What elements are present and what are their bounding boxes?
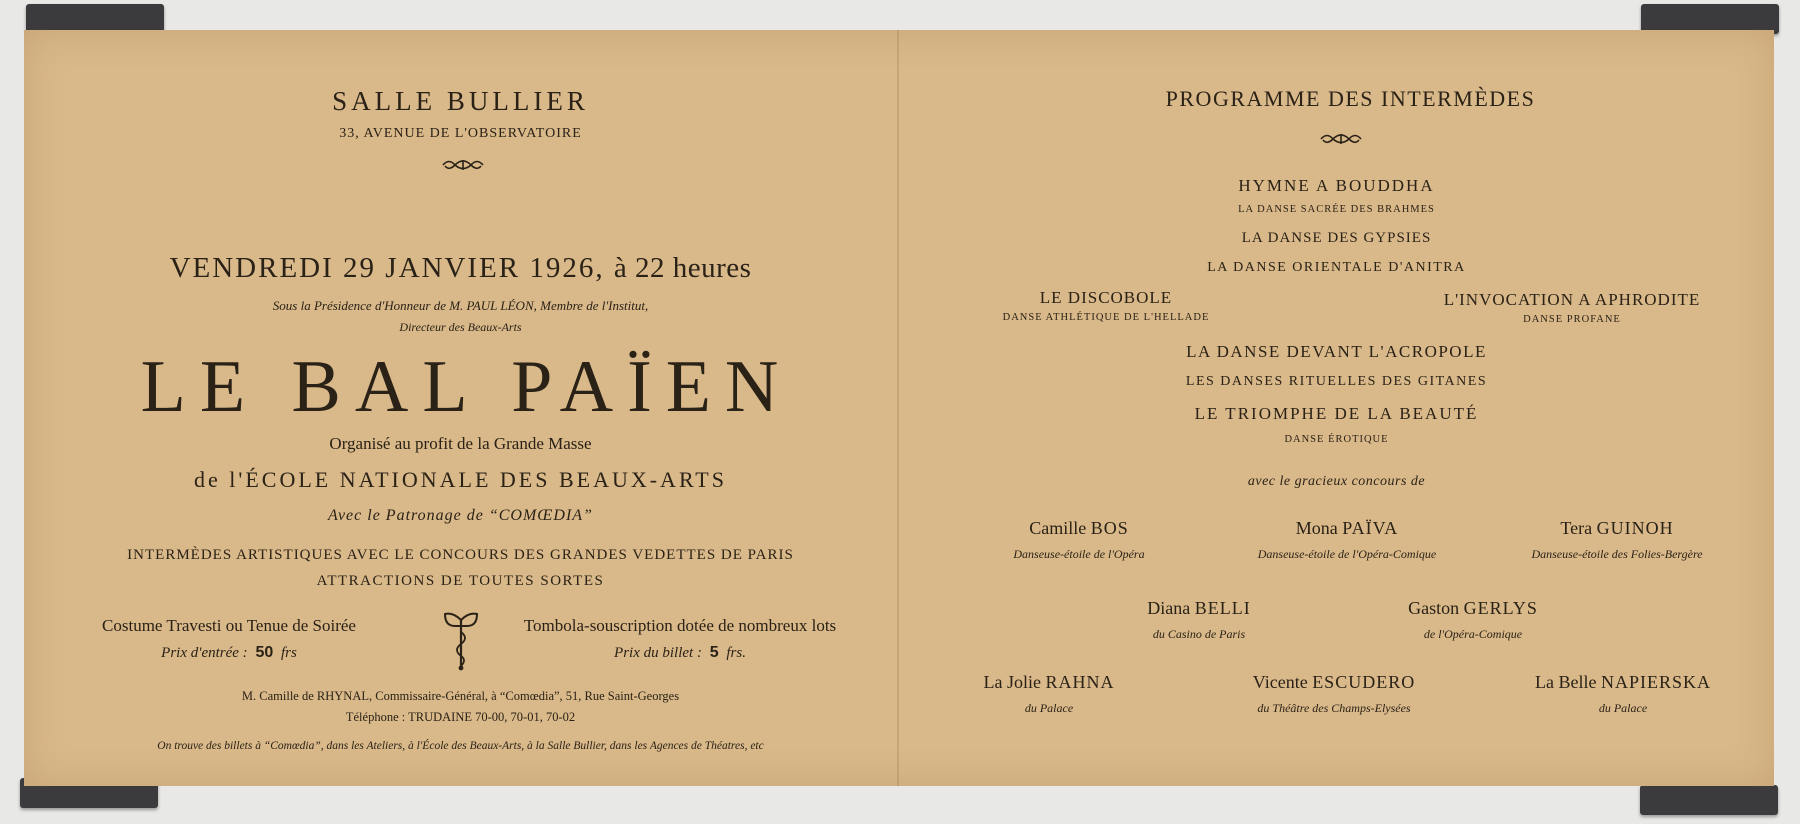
caduceus-emblem-icon — [441, 610, 481, 672]
artist-paiva — [1217, 518, 1477, 562]
artist-last: RAHNA — [1045, 672, 1115, 692]
artist-first: Camille — [1029, 518, 1087, 538]
attractions-line: ATTRACTIONS DE TOUTES SORTES — [316, 573, 605, 589]
fleuron-ornament-icon — [1319, 131, 1363, 147]
artist-last: BELLI — [1194, 598, 1251, 618]
tombola-line: Tombola-souscription dotée de nombreux lots — [523, 616, 837, 635]
artist-first: Vicente — [1252, 672, 1308, 692]
telephone-line: Téléphone : TRUDAINE 70-00, 70-01, 70-02 — [345, 710, 576, 724]
artist-first: Mona — [1295, 518, 1338, 538]
artist-last: BOS — [1090, 518, 1129, 538]
artist-napierska — [1503, 672, 1743, 716]
artist-role: Danseuse-étoile des Folies-Bergère — [1531, 547, 1703, 561]
concours-line: avec le gracieux concours de — [1247, 474, 1426, 489]
discobole-title: LE DISCOBOLE — [1039, 288, 1173, 307]
artist-last: PAÏVA — [1342, 518, 1399, 538]
fleuron-ornament-icon — [441, 157, 485, 173]
event-time: à 22 heures — [613, 252, 752, 284]
prix-entree-label: Prix d'entrée : — [161, 645, 248, 661]
venue-title: SALLE BULLIER — [332, 86, 589, 116]
artist-role: du Casino de Paris — [1152, 627, 1246, 641]
artist-last: ESCUDERO — [1312, 672, 1416, 692]
venue-address: 33, AVENUE DE L'OBSERVATOIRE — [339, 126, 582, 141]
tombola-block — [510, 616, 850, 662]
artist-first: Gaston — [1408, 598, 1460, 618]
hymne-bouddha: HYMNE A BOUDDHA — [1238, 176, 1435, 195]
artist-last: GERLYS — [1463, 598, 1538, 618]
binder-clip-bottom-right — [1640, 785, 1778, 815]
artist-gerlys — [1363, 598, 1583, 642]
artist-role: Danseuse-étoile de l'Opéra — [1013, 547, 1145, 561]
danse-acropole: LA DANSE DEVANT L'ACROPOLE — [1186, 342, 1487, 361]
prix-billet-value: 5 — [709, 644, 719, 661]
commissaire-line: M. Camille de RHYNAL, Commissaire-Général, à “Comœdia”, 51, Rue Saint-Georges — [241, 689, 680, 703]
presidence-line: Sous la Présidence d'Honneur de M. PAUL LÉON, Membre de l'Institut, — [272, 298, 649, 313]
invocation-title: L'INVOCATION A APHRODITE — [1443, 290, 1701, 309]
artist-role: du Théâtre des Champs-Elysées — [1257, 701, 1411, 715]
artist-role: de l'Opéra-Comique — [1423, 627, 1523, 641]
artist-first: La Belle — [1535, 672, 1597, 692]
event-date-main: VENDREDI 29 JANVIER 1926, — [169, 252, 605, 284]
artist-guinoh — [1497, 518, 1737, 562]
invocation-block — [1407, 290, 1737, 325]
artist-last: NAPIERSKA — [1600, 672, 1711, 692]
prix-entree — [64, 644, 394, 662]
danse-gypsies: LA DANSE DES GYPSIES — [1241, 230, 1432, 246]
artist-belli — [1089, 598, 1309, 642]
organise-line: Organisé au profit de la Grande Masse — [329, 434, 592, 453]
danse-orientale: LA DANSE ORIENTALE D'ANITRA — [1207, 260, 1466, 275]
prix-entree-value: 50 — [255, 644, 274, 661]
danses-gitanes: LES DANSES RITUELLES DES GITANES — [1185, 374, 1488, 389]
triomphe-sub: DANSE ÉROTIQUE — [1284, 434, 1389, 445]
ecole-line: de l'ÉCOLE NATIONALE DES BEAUX-ARTS — [194, 467, 727, 492]
artist-role: du Palace — [1024, 701, 1074, 715]
event-date — [24, 252, 897, 285]
event-title: LE BAL PAÏEN — [140, 346, 793, 428]
intermedes-line: INTERMÈDES ARTISTIQUES AVEC LE CONCOURS DES GRANDES VEDETTES DE PARIS — [127, 547, 794, 563]
invocation-sub: DANSE PROFANE — [1523, 314, 1621, 325]
left-panel — [24, 30, 897, 786]
prix-billet-label: Prix du billet : — [614, 645, 702, 661]
discobole-block — [991, 288, 1221, 323]
prix-entree-unit: frs — [280, 645, 297, 661]
costume-block — [64, 616, 394, 662]
artist-role: Danseuse-étoile de l'Opéra-Comique — [1257, 547, 1437, 561]
prix-billet — [510, 644, 850, 662]
triomphe-beaute: LE TRIOMPHE DE LA BEAUTÉ — [1194, 404, 1479, 423]
patronage-line: Avec le Patronage de “COMŒDIA” — [328, 507, 593, 524]
prix-billet-unit: frs. — [726, 645, 746, 661]
artist-escudero — [1199, 672, 1469, 716]
billets-line: On trouve des billets à “Comœdia”, dans les Ateliers, à l'École des Beaux-Arts, à la Salle Bullier, dans les Agences de Théatres, etc — [157, 740, 764, 752]
costume-line: Costume Travesti ou Tenue de Soirée — [102, 616, 356, 635]
right-panel — [899, 30, 1774, 786]
artist-rahna — [939, 672, 1159, 716]
artist-role: du Palace — [1598, 701, 1648, 715]
artist-last: GUINOH — [1596, 518, 1674, 538]
discobole-sub: DANSE ATHLÉTIQUE DE L'HELLADE — [1002, 312, 1210, 323]
danse-sacree: LA DANSE SACRÉE DES BRAHMES — [1238, 204, 1435, 215]
artist-first: Diana — [1147, 598, 1191, 618]
artist-first: Tera — [1560, 518, 1593, 538]
programme-heading: PROGRAMME DES INTERMÈDES — [1165, 86, 1536, 111]
artist-bos — [969, 518, 1189, 562]
artist-first: La Jolie — [983, 672, 1041, 692]
directeur-line: Directeur des Beaux-Arts — [399, 320, 522, 334]
